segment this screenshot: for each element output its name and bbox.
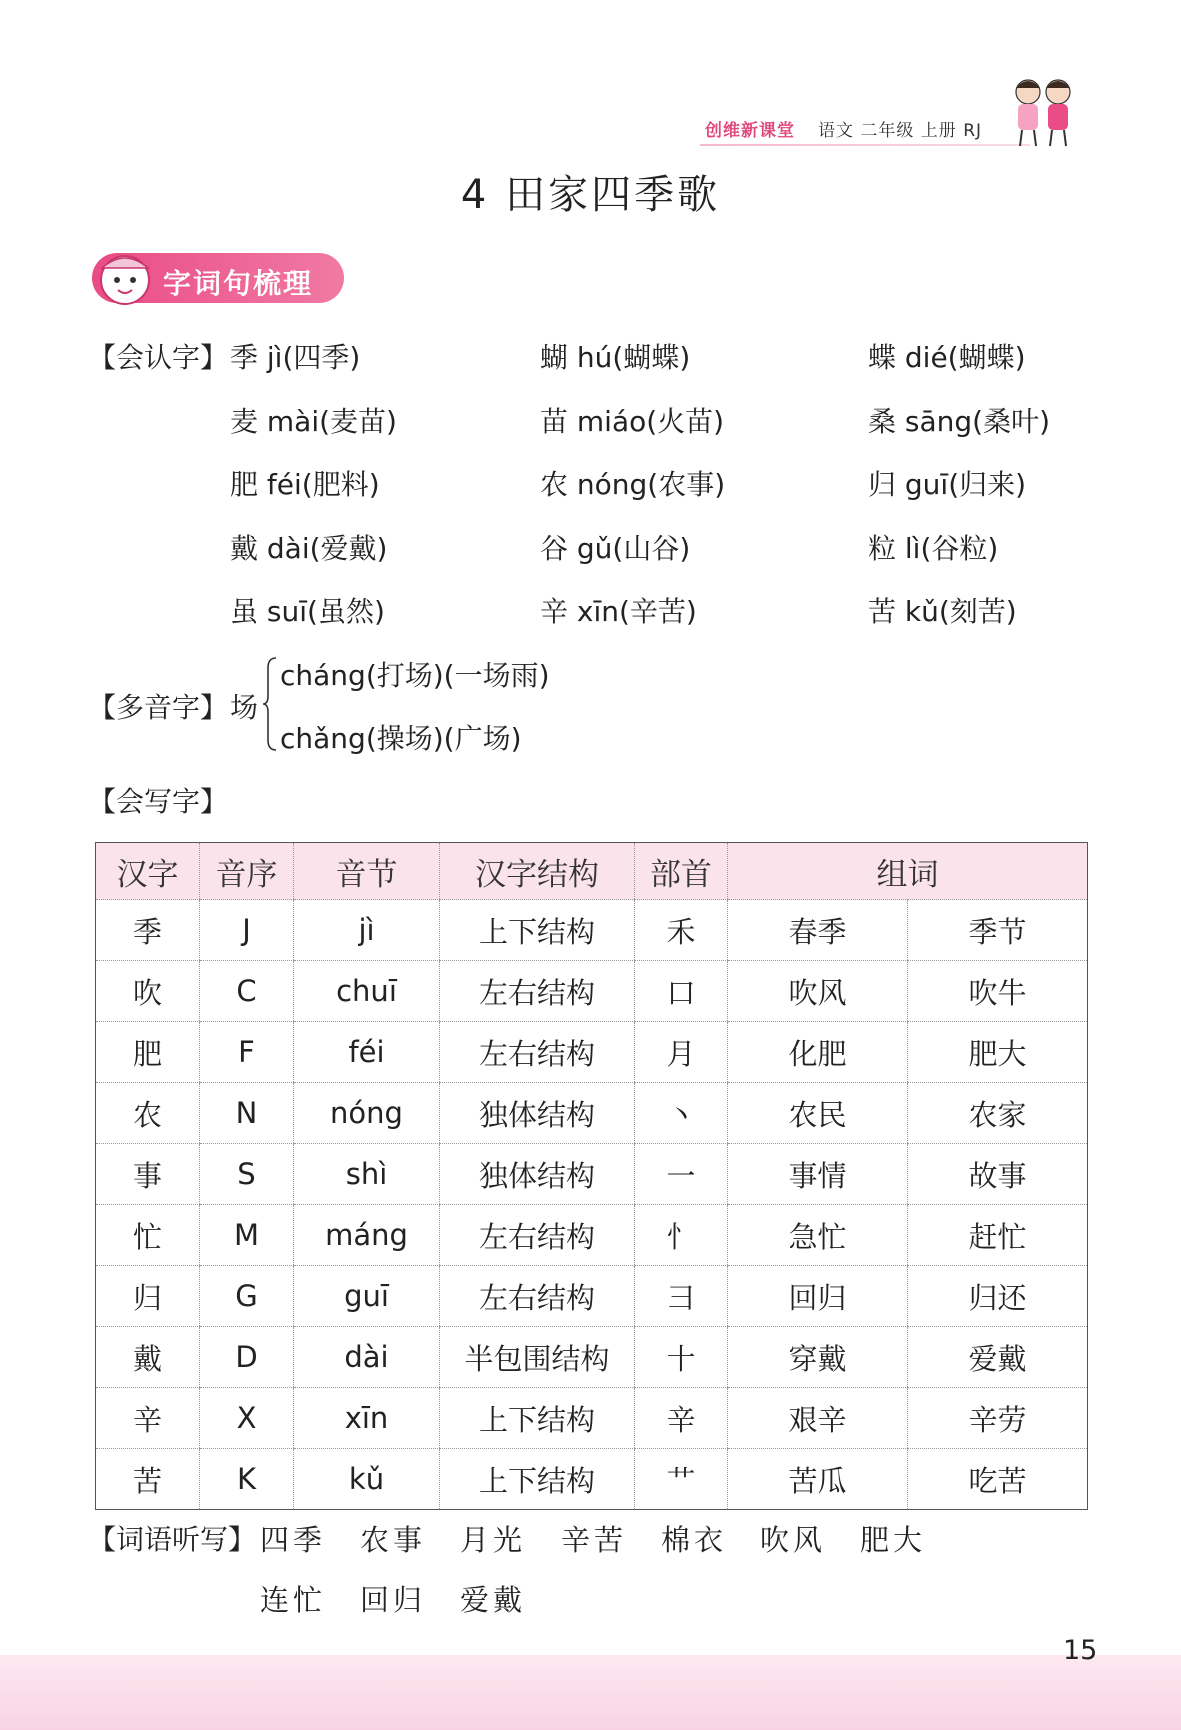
- table-row: [96, 1327, 1088, 1388]
- table-header-row: [96, 843, 1088, 900]
- table-cell: K: [200, 1449, 294, 1510]
- table-cell: 回归: [728, 1266, 908, 1327]
- table-row: [96, 1266, 1088, 1327]
- dictation-word: 爱戴: [460, 1583, 527, 1617]
- table-cell: jì: [294, 900, 440, 961]
- children-illustration-icon: [1000, 70, 1086, 150]
- section-badge-label: 字词句梳理: [163, 267, 314, 300]
- table-cell: X: [200, 1388, 294, 1449]
- table-cell: 化肥: [728, 1022, 908, 1083]
- table-cell: 农: [96, 1083, 200, 1144]
- writing-table: [95, 842, 1088, 1510]
- recognize-item: 肥 féi(肥料): [230, 468, 380, 501]
- dictation-word: 四季: [260, 1523, 327, 1557]
- table-cell: 归: [96, 1266, 200, 1327]
- table-cell: 口: [635, 961, 728, 1022]
- table-cell: 左右结构: [440, 1205, 635, 1266]
- table-cell: 吃苦: [908, 1449, 1088, 1510]
- table-cell: C: [200, 961, 294, 1022]
- table-cell: 穿戴: [728, 1327, 908, 1388]
- table-cell: 艰辛: [728, 1388, 908, 1449]
- table-cell: 月: [635, 1022, 728, 1083]
- table-cell: 忙: [96, 1205, 200, 1266]
- table-cell: 苦: [96, 1449, 200, 1510]
- recognize-item: 蝶 dié(蝴蝶): [868, 341, 1026, 374]
- mascot-icon: [92, 246, 158, 308]
- header-underline: [700, 144, 1030, 146]
- header-cell: 汉字结构: [440, 843, 635, 900]
- table-cell: 季节: [908, 900, 1088, 961]
- dictation-word: 农事: [360, 1523, 427, 1557]
- table-cell: 农民: [728, 1083, 908, 1144]
- table-cell: 爱戴: [908, 1327, 1088, 1388]
- table-cell: 半包围结构: [440, 1327, 635, 1388]
- recognize-label: 【会认字】: [88, 341, 229, 374]
- table-cell: 吹风: [728, 961, 908, 1022]
- recognize-item: 虽 suī(虽然): [230, 595, 385, 628]
- table-cell: xīn: [294, 1388, 440, 1449]
- table-cell: 忄: [635, 1205, 728, 1266]
- table-row: [96, 1083, 1088, 1144]
- polyphone-reading-1: cháng(打场)(一场雨): [280, 659, 550, 692]
- page-number: 15: [1063, 1635, 1098, 1666]
- table-cell: guī: [294, 1266, 440, 1327]
- recognize-item: 麦 mài(麦苗): [230, 405, 397, 438]
- dictation-word: 棉衣: [661, 1523, 728, 1557]
- recognize-item: 辛 xīn(辛苦): [540, 595, 697, 628]
- table-cell: 季: [96, 900, 200, 961]
- table-cell: D: [200, 1327, 294, 1388]
- table-row: [96, 900, 1088, 961]
- table-cell: 辛: [635, 1388, 728, 1449]
- table-cell: 急忙: [728, 1205, 908, 1266]
- table-cell: F: [200, 1022, 294, 1083]
- table-cell: 春季: [728, 900, 908, 961]
- dictation-word: 连忙: [260, 1583, 327, 1617]
- table-cell: 归还: [908, 1266, 1088, 1327]
- table-row: [96, 1022, 1088, 1083]
- header-cell: 汉字: [96, 843, 200, 900]
- dictation-word: 吹风: [760, 1523, 827, 1557]
- recognize-item: 戴 dài(爱戴): [230, 532, 388, 565]
- header-subject-info: 语文 二年级 上册 RJ: [818, 121, 983, 141]
- recognize-item: 归 guī(归来): [868, 468, 1027, 501]
- header-cell: 音序: [200, 843, 294, 900]
- recognize-item: 桑 sāng(桑叶): [868, 405, 1051, 438]
- table-row: [96, 1144, 1088, 1205]
- writing-label: 【会写字】: [88, 785, 229, 818]
- lesson-title: 4 田家四季歌: [460, 172, 721, 218]
- recognize-item: 苦 kǔ(刻苦): [868, 595, 1017, 628]
- table-cell: 辛: [96, 1388, 200, 1449]
- table-cell: 苦瓜: [728, 1449, 908, 1510]
- dictation-word: 辛苦: [561, 1523, 628, 1557]
- table-cell: 禾: [635, 900, 728, 961]
- table-cell: J: [200, 900, 294, 961]
- table-cell: dài: [294, 1327, 440, 1388]
- table-cell: 辛劳: [908, 1388, 1088, 1449]
- table-cell: 吹牛: [908, 961, 1088, 1022]
- table-cell: kǔ: [294, 1449, 440, 1510]
- table-cell: G: [200, 1266, 294, 1327]
- table-cell: 戴: [96, 1327, 200, 1388]
- table-cell: M: [200, 1205, 294, 1266]
- table-cell: máng: [294, 1205, 440, 1266]
- polyphone-reading-2: chǎng(操场)(广场): [280, 722, 522, 755]
- header-cell: 音节: [294, 843, 440, 900]
- footer-band: [0, 1655, 1181, 1730]
- recognize-item: 季 jì(四季): [230, 341, 361, 374]
- table-cell: 上下结构: [440, 1449, 635, 1510]
- recognize-item: 蝴 hú(蝴蝶): [540, 341, 691, 374]
- table-cell: 艹: [635, 1449, 728, 1510]
- polyphone-label: 【多音字】: [88, 691, 229, 724]
- table-cell: 上下结构: [440, 900, 635, 961]
- table-row: [96, 1205, 1088, 1266]
- table-cell: shì: [294, 1144, 440, 1205]
- table-cell: S: [200, 1144, 294, 1205]
- table-cell: 左右结构: [440, 1266, 635, 1327]
- table-cell: nóng: [294, 1083, 440, 1144]
- recognize-item: 苗 miáo(火苗): [540, 405, 725, 438]
- brace-icon: [262, 656, 278, 752]
- dictation-word: 回归: [360, 1583, 427, 1617]
- table-cell: 独体结构: [440, 1144, 635, 1205]
- table-cell: 独体结构: [440, 1083, 635, 1144]
- header-cell: 组词: [728, 843, 1088, 900]
- header-brand: 创维新课堂: [705, 121, 795, 141]
- dictation-word: 月光: [460, 1523, 527, 1557]
- table-cell: 农家: [908, 1083, 1088, 1144]
- table-cell: 吹: [96, 961, 200, 1022]
- table-cell: 赶忙: [908, 1205, 1088, 1266]
- table-cell: 左右结构: [440, 1022, 635, 1083]
- table-cell: 事情: [728, 1144, 908, 1205]
- table-cell: 丶: [635, 1083, 728, 1144]
- dictation-word: 肥大: [860, 1523, 927, 1557]
- table-cell: N: [200, 1083, 294, 1144]
- dictation-label: 【词语听写】: [88, 1523, 257, 1556]
- polyphone-char: 场: [230, 691, 259, 724]
- table-cell: féi: [294, 1022, 440, 1083]
- header-cell: 部首: [635, 843, 728, 900]
- table-row: [96, 1449, 1088, 1510]
- table-row: [96, 961, 1088, 1022]
- table-cell: 事: [96, 1144, 200, 1205]
- recognize-item: 农 nóng(农事): [540, 468, 726, 501]
- table-cell: 故事: [908, 1144, 1088, 1205]
- recognize-item: 粒 lì(谷粒): [868, 532, 999, 565]
- table-cell: 肥大: [908, 1022, 1088, 1083]
- recognize-item: 谷 gǔ(山谷): [540, 532, 691, 565]
- table-cell: 一: [635, 1144, 728, 1205]
- table-cell: 上下结构: [440, 1388, 635, 1449]
- table-row: [96, 1388, 1088, 1449]
- table-cell: chuī: [294, 961, 440, 1022]
- table-cell: 肥: [96, 1022, 200, 1083]
- table-cell: 彐: [635, 1266, 728, 1327]
- table-cell: 左右结构: [440, 961, 635, 1022]
- table-cell: 十: [635, 1327, 728, 1388]
